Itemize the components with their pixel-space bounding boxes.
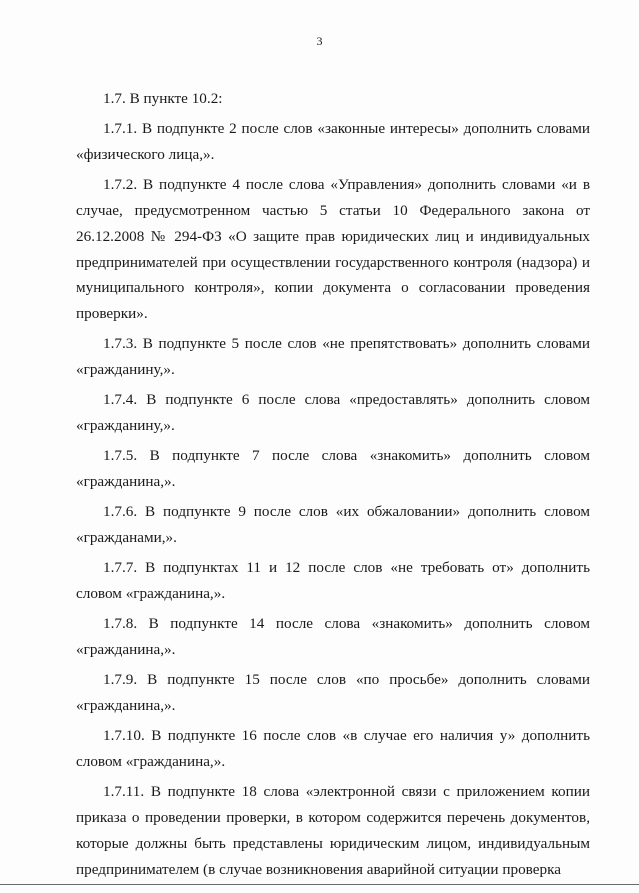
paragraph-1-7-11: 1.7.11. В подпункте 18 слова «электронной связи с приложением копии приказа о проведении проверки, в котором содержится перечень документов, которые должны быть представлены юридическим лицом, индивидуальным предпринимателем (в случае возникновения аварийной ситуации проверка	[76, 783, 590, 878]
paragraph-1-7-1: 1.7.1. В подпункте 2 после слов «законные интересы» дополнить словами «физического лица,».	[76, 120, 590, 163]
scan-bottom-edge	[0, 884, 639, 885]
paragraph-1-7-2: 1.7.2. В подпункте 4 после слова «Управления» дополнить словами «и в случае, предусмотренном частью 5 статьи 10 Федерального закона от 26.12.2008 № 294-ФЗ «О защите прав юридических лиц и индивидуальных предпринимателей при осуществлении государственного контроля (надзора) и муниципального контроля», копии документа о согласовании проведения проверки».	[76, 176, 590, 323]
paragraph-1-7-6: 1.7.6. В подпункте 9 после слов «их обжаловании» дополнить словом «гражданами,».	[76, 503, 590, 547]
document-body	[76, 86, 590, 887]
paragraph-1-7-4: 1.7.4. В подпункте 6 после слова «предоставлять» дополнить словом «гражданину,».	[76, 391, 590, 435]
paragraph-1-7-5: 1.7.5. В подпункте 7 после слова «знакомить» дополнить словом «гражданина,».	[76, 447, 590, 491]
page-number: 3	[316, 34, 323, 48]
paragraph-1-7-7: 1.7.7. В подпунктах 11 и 12 после слов «не требовать от» дополнить словом «гражданина,».	[76, 559, 590, 603]
paragraph-1-7-8: 1.7.8. В подпункте 14 после слова «знакомить» дополнить словом «гражданина,».	[76, 615, 590, 659]
paragraph-1-7: 1.7. В пункте 10.2:	[103, 90, 223, 107]
paragraph-1-7-9: 1.7.9. В подпункте 15 после слов «по просьбе» дополнить словами «гражданина,».	[76, 671, 590, 715]
paragraph-1-7-3: 1.7.3. В подпункте 5 после слов «не препятствовать» дополнить словами «гражданину,».	[76, 335, 590, 379]
paragraph-1-7-10: 1.7.10. В подпункте 16 после слов «в случае его наличия у» дополнить словом «гражданина,».	[76, 727, 590, 771]
